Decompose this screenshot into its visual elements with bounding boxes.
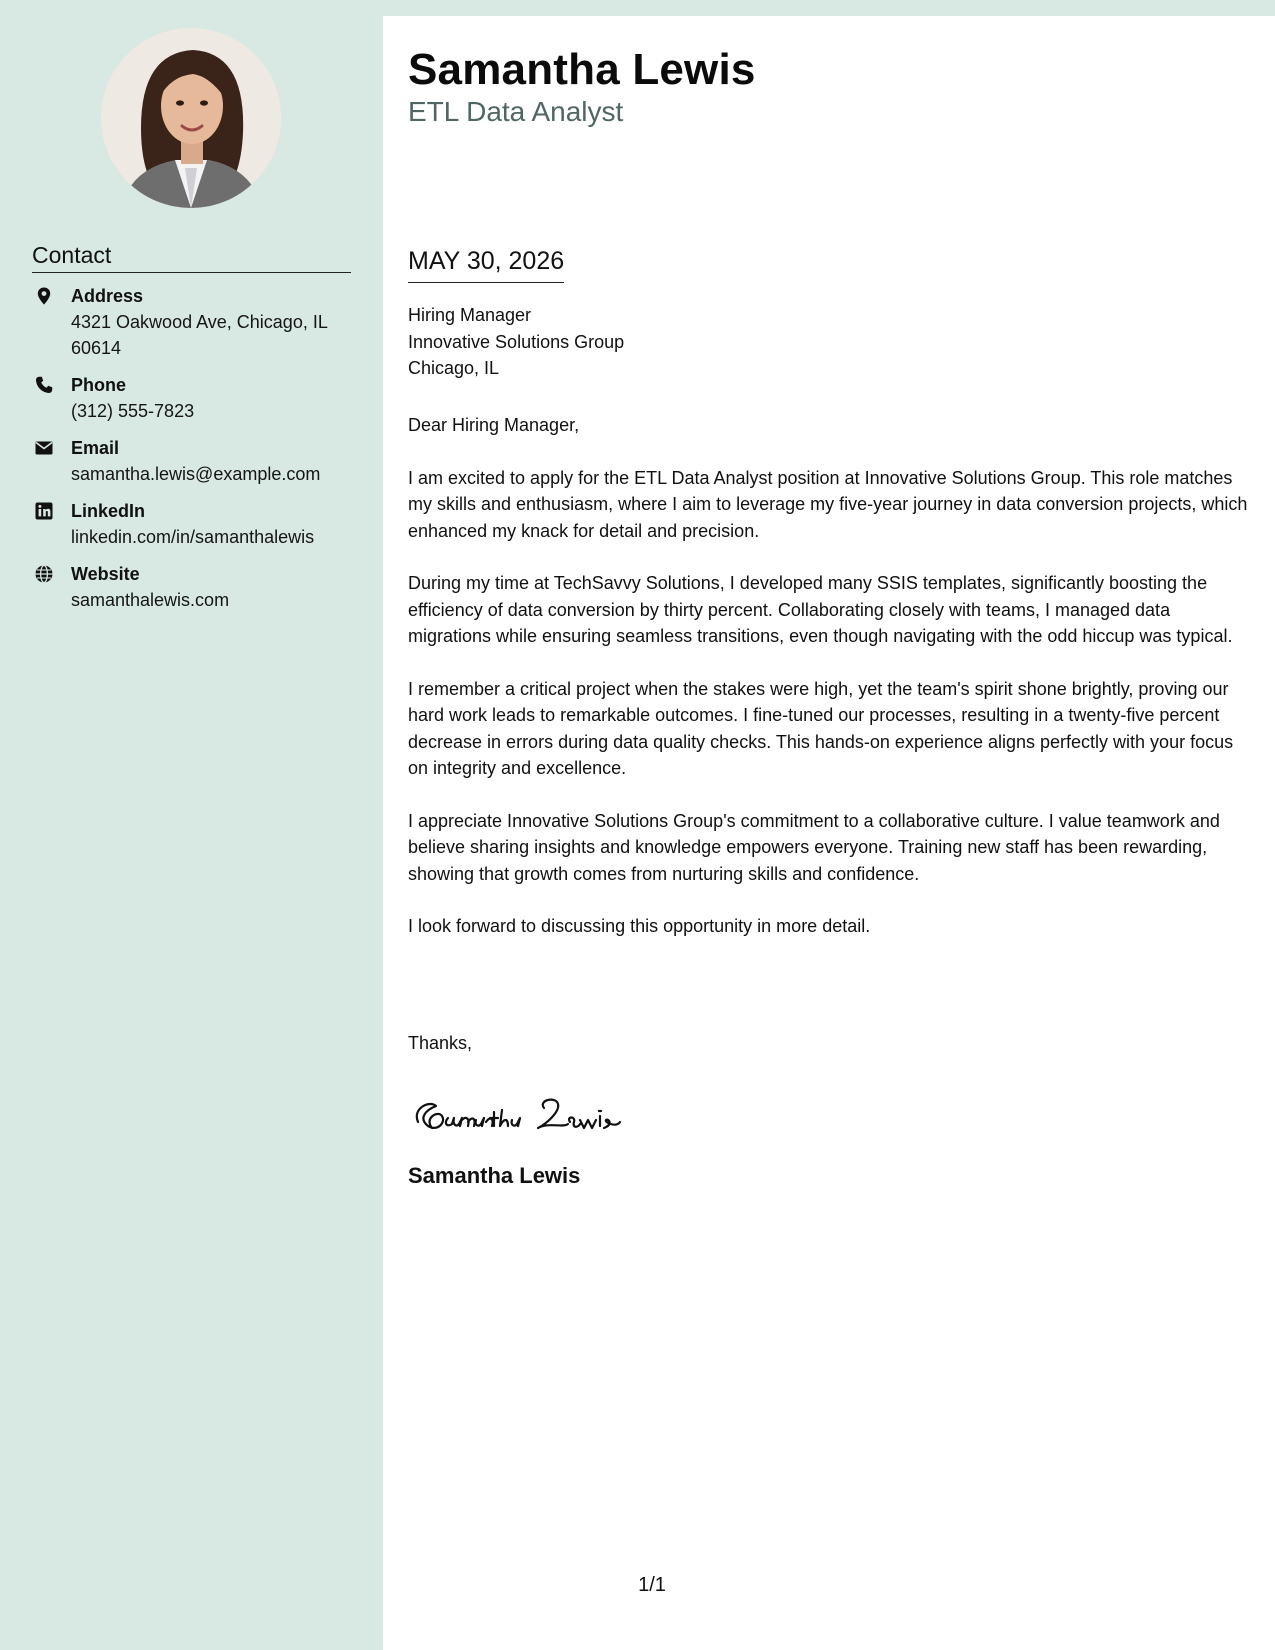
- letter-body: [383, 16, 1275, 1650]
- linkedin-icon: [34, 501, 54, 521]
- contact-heading: Contact: [32, 240, 351, 273]
- paragraph: I appreciate Innovative Solutions Group's commitment to a collaborative culture. I value teamwork and believe sharing insights and knowledge empowers everyone. Training new staff has been rewarding, showing that growth comes from nurturing skills and confidence.: [408, 810, 1220, 884]
- contact-label: Website: [71, 564, 140, 584]
- applicant-name: Samantha Lewis: [408, 45, 756, 94]
- paragraph: I remember a critical project when the stakes were high, yet the team's spirit shone brightly, proving our hard work leads to remarkable outcomes. I fine-tuned our processes, resulting in a twenty-five percent decrease in errors during data quality checks. This hands-on experience aligns perfectly with your focus on integrity and excellence.: [408, 678, 1234, 778]
- address-value: 4321 Oakwood Ave, Chicago, IL 60614: [71, 312, 328, 358]
- envelope-icon: [34, 438, 54, 458]
- contact-email: [32, 436, 352, 486]
- top-band: [383, 0, 1275, 16]
- contact-label: Address: [71, 286, 144, 306]
- contact-label: LinkedIn: [71, 501, 146, 521]
- avatar-portrait-illustration: [101, 28, 281, 208]
- phone-value: (312) 555-7823: [71, 401, 195, 421]
- contact-label: Email: [71, 438, 120, 458]
- sidebar: [0, 0, 383, 1650]
- phone-icon: [34, 375, 54, 395]
- recipient-block: [408, 302, 624, 382]
- signed-name: Samantha Lewis: [408, 1163, 581, 1188]
- profile-photo: [101, 28, 281, 208]
- handwritten-signature: [408, 1088, 668, 1138]
- paragraph: During my time at TechSavvy Solutions, I developed many SSIS templates, significantly boosting the efficiency of data conversion by thirty percent. Collaborating closely with teams, I managed data migrations while ensuring seamless transitions, even though navigating with the odd hiccup was typical.: [408, 573, 1233, 646]
- recipient-title: Hiring Manager: [408, 305, 532, 325]
- contact-phone: [32, 373, 352, 423]
- paragraph: I look forward to discussing this opportunity in more detail.: [408, 916, 871, 936]
- globe-icon: [34, 564, 54, 584]
- applicant-role: ETL Data Analyst: [408, 96, 624, 127]
- contact-label: Phone: [71, 375, 127, 395]
- recipient-location: Chicago, IL: [408, 358, 500, 378]
- linkedin-value[interactable]: linkedin.com/in/samanthalewis: [71, 527, 315, 547]
- paragraph: I am excited to apply for the ETL Data Analyst position at Innovative Solutions Group. This role matches my skills and enthusiasm, where I aim to leverage my five-year journey in data conversion projects, which enhanced my knack for detail and precision.: [408, 467, 1248, 541]
- recipient-company: Innovative Solutions Group: [408, 331, 625, 352]
- website-value[interactable]: samanthalewis.com: [71, 590, 230, 610]
- page-indicator: 1/1: [638, 1574, 666, 1596]
- email-value[interactable]: samantha.lewis@example.com: [71, 464, 321, 484]
- contact-website: [32, 562, 352, 612]
- contact-linkedin: [32, 499, 352, 549]
- letter-date: MAY 30, 2026: [408, 244, 564, 283]
- letter-content: [408, 412, 1253, 966]
- map-pin-icon: [34, 286, 54, 306]
- closing: Thanks,: [408, 1033, 473, 1053]
- salutation: Dear Hiring Manager,: [408, 415, 580, 435]
- contact-address: [32, 284, 352, 358]
